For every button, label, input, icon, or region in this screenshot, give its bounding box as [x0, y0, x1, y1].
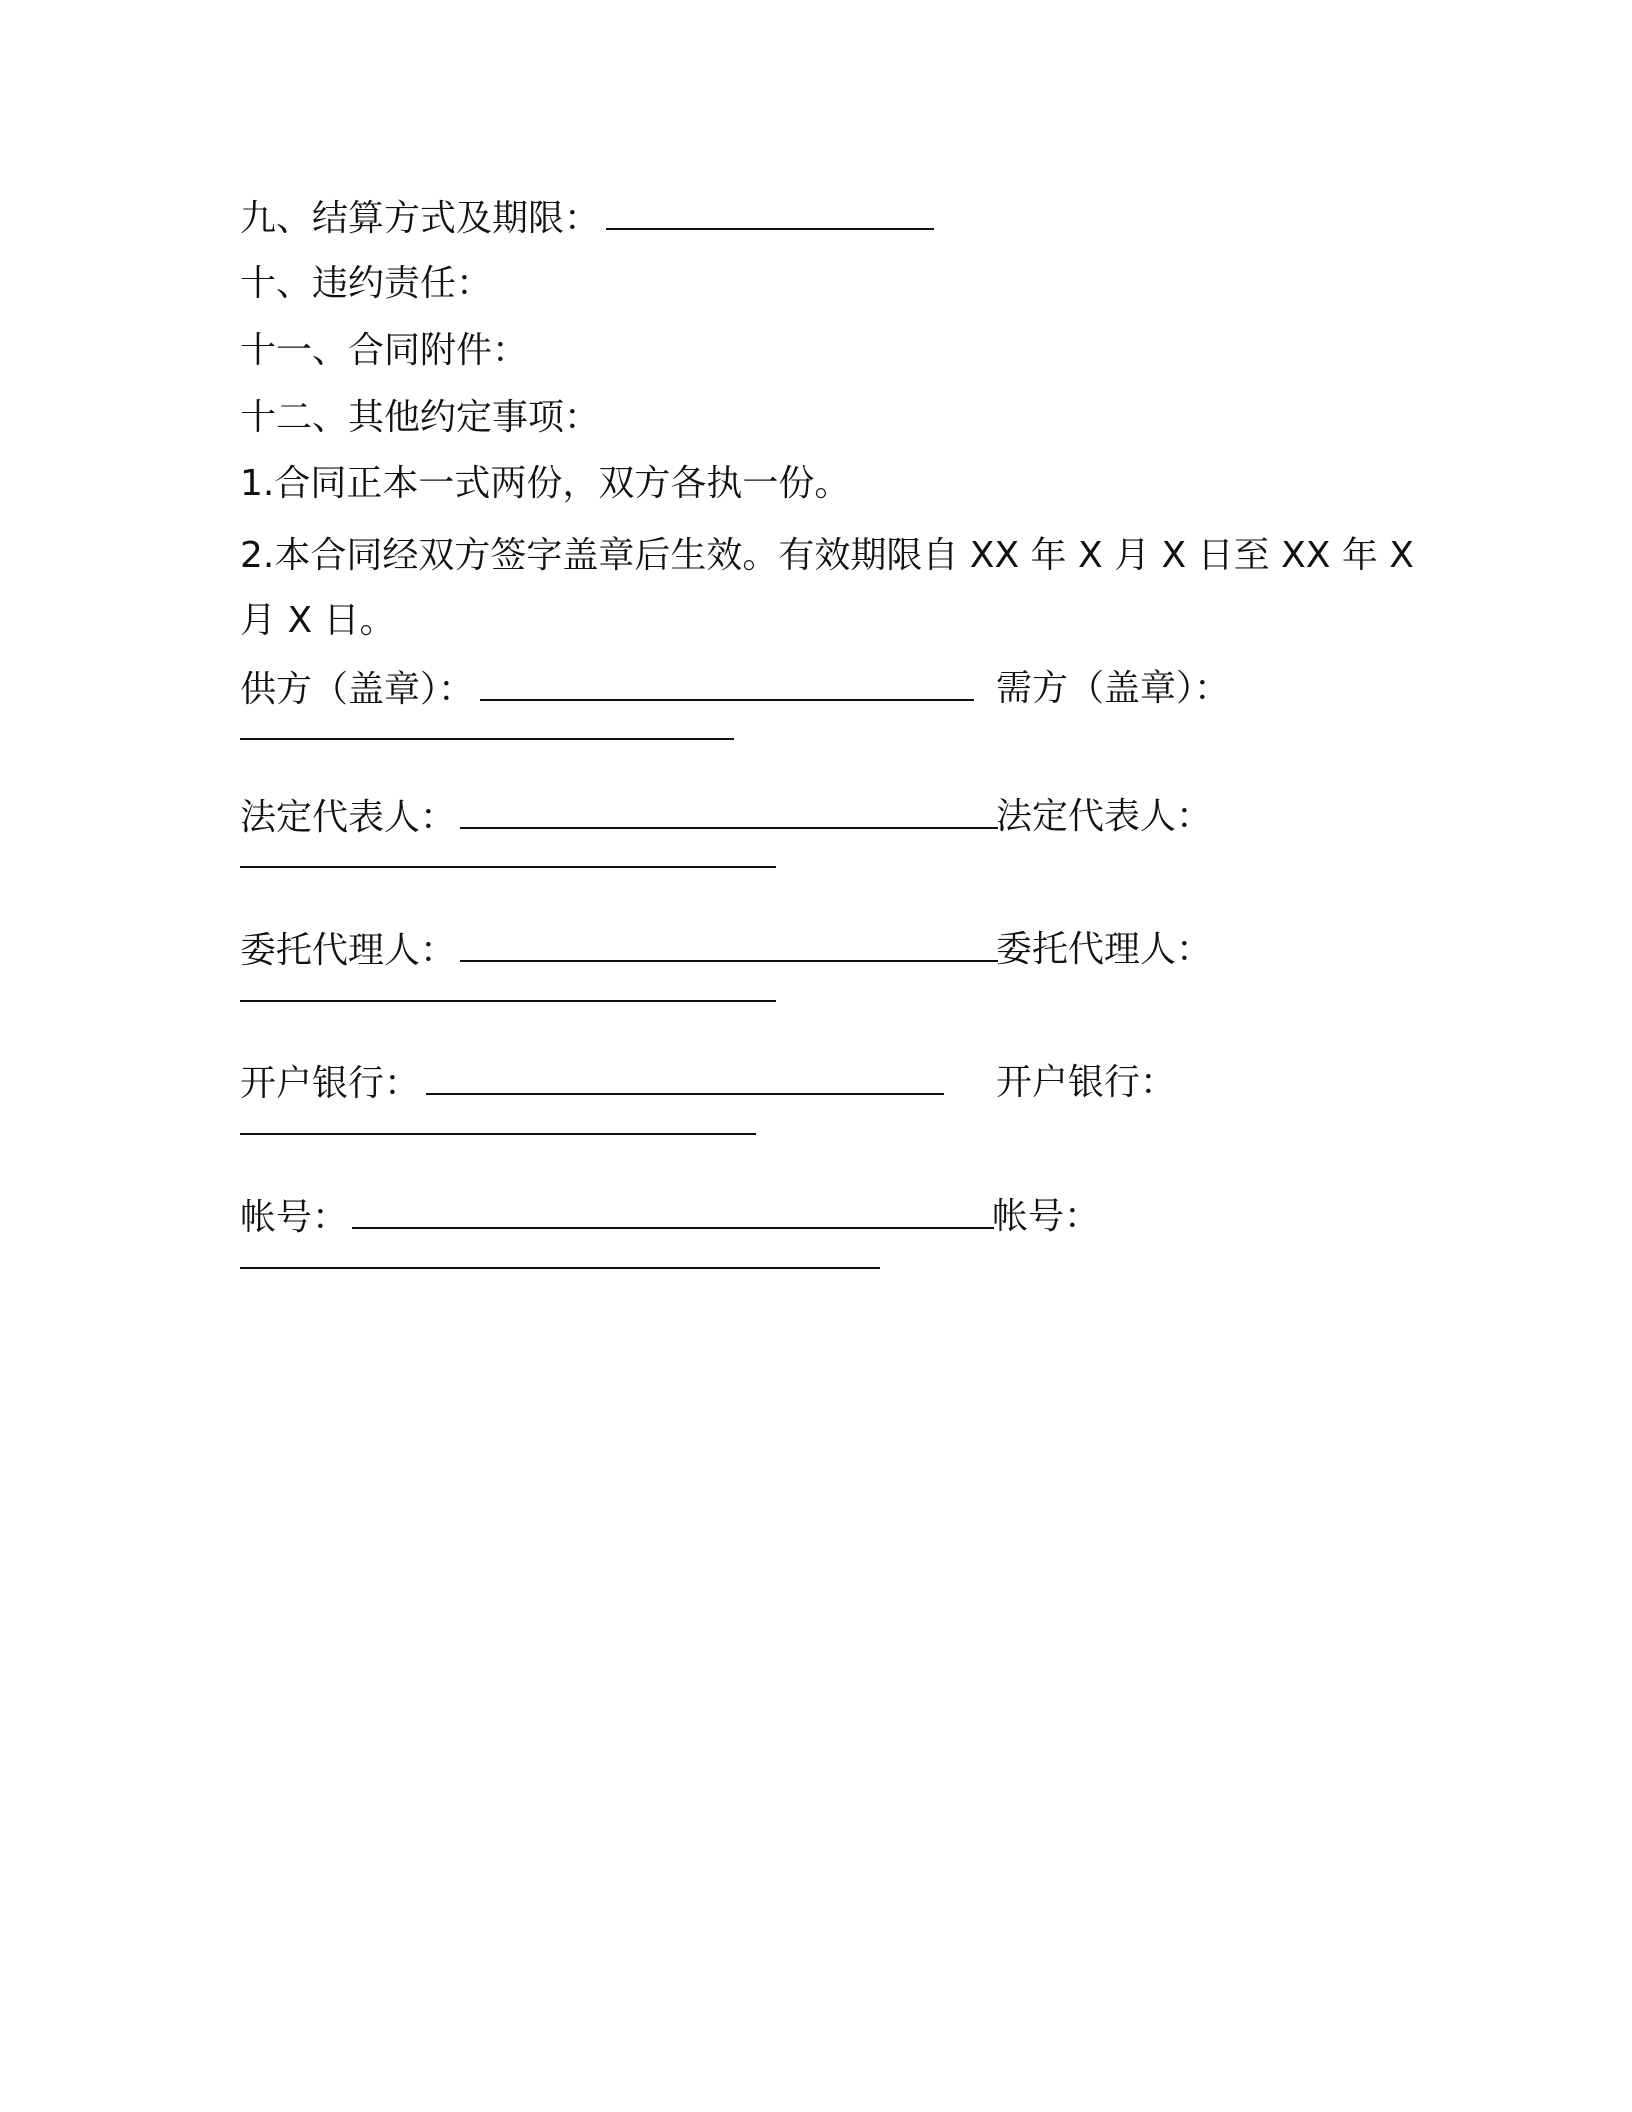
bank-right-label: 开户银行： [996, 1062, 1177, 1103]
clause-1 [240, 460, 850, 508]
attachments-label: 十一、合同附件： [240, 330, 529, 371]
legal-rep-left-label: 法定代表人： [240, 797, 457, 838]
account-line [240, 1193, 994, 1242]
agent-right-label: 委托代理人： [996, 929, 1213, 970]
account-right-label: 帐号： [992, 1196, 1101, 1237]
clause-2-line-2 [240, 597, 396, 645]
supplier-seal-line [240, 665, 974, 714]
legal-rep-right-blank[interactable] [240, 866, 776, 868]
settlement-label: 九、结算方式及期限： [240, 198, 601, 239]
legal-rep-line [240, 793, 998, 842]
clause-1-text: 1.合同正本一式两份，双方各执一份。 [240, 463, 851, 504]
account-right-blank[interactable] [240, 1267, 880, 1269]
settlement-blank[interactable] [606, 194, 934, 230]
supplier-seal-blank[interactable] [480, 665, 974, 701]
attachments-line [240, 327, 528, 375]
legal-rep-left-blank[interactable] [460, 793, 998, 829]
bank-left-label: 开户银行： [240, 1063, 421, 1104]
bank-right-blank[interactable] [240, 1133, 756, 1135]
other-terms-line [240, 394, 600, 442]
breach-line [240, 260, 492, 308]
clause-2-text-2: 月 X 日。 [240, 600, 396, 641]
agent-left-label: 委托代理人： [240, 930, 457, 971]
buyer-seal-label: 需方（盖章）： [996, 668, 1231, 709]
buyer-seal-blank[interactable] [240, 738, 734, 740]
settlement-line [240, 194, 934, 243]
clause-2-text-1: 2.本合同经双方签字盖章后生效。有效期限自 XX 年 X 月 X 日至 XX 年 X [240, 535, 1414, 576]
account-left-label: 帐号： [240, 1197, 349, 1238]
legal-rep-right-label: 法定代表人： [996, 796, 1213, 837]
breach-label: 十、违约责任： [240, 263, 493, 304]
agent-left-blank[interactable] [460, 926, 998, 962]
bank-left-blank[interactable] [426, 1059, 944, 1095]
account-left-blank[interactable] [352, 1193, 994, 1229]
other-terms-label: 十二、其他约定事项： [240, 397, 601, 438]
bank-line [240, 1059, 944, 1108]
supplier-seal-label: 供方（盖章）： [240, 669, 475, 710]
clause-2-line-1 [240, 532, 1414, 580]
agent-right-blank[interactable] [240, 1000, 776, 1002]
agent-line [240, 926, 998, 975]
